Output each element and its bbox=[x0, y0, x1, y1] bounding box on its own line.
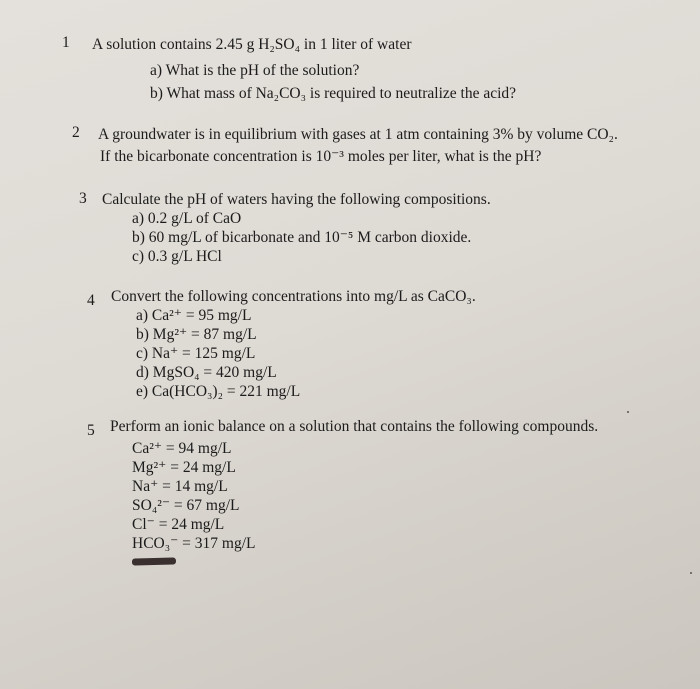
q4-part-b: b) Mg²⁺ = 87 mg/L bbox=[136, 326, 257, 343]
q3-number: 3 bbox=[79, 190, 87, 207]
q5-ion-sodium: Na⁺ = 14 mg/L bbox=[132, 478, 228, 495]
q4-part-e: e) Ca(HCO₃)₂ = 221 mg/L bbox=[136, 383, 301, 400]
q5-ion-calcium: Ca²⁺ = 94 mg/L bbox=[132, 440, 232, 457]
q2-line1: A groundwater is in equilibrium with gases at 1 atm containing 3% by volume CO₂. bbox=[98, 126, 618, 143]
q1-number: 1 bbox=[62, 34, 70, 51]
q3-part-a: a) 0.2 g/L of CaO bbox=[132, 210, 242, 227]
q3-stem: Calculate the pH of waters having the following compositions. bbox=[102, 191, 491, 208]
q2-number: 2 bbox=[72, 124, 80, 141]
stray-dot bbox=[690, 572, 692, 574]
q2-line2: If the bicarbonate concentration is 10⁻³ moles per liter, what is the pH? bbox=[100, 148, 542, 165]
q5-ion-chloride: Cl⁻ = 24 mg/L bbox=[132, 516, 225, 533]
q1-part-b: b) What mass of Na₂CO₃ is required to neutralize the acid? bbox=[150, 85, 517, 102]
q5-ion-sulfate: SO₄²⁻ = 67 mg/L bbox=[132, 497, 240, 514]
q4-stem: Convert the following concentrations into mg/L as CaCO₃. bbox=[111, 288, 476, 305]
q5-stem: Perform an ionic balance on a solution that contains the following compounds. bbox=[110, 418, 599, 435]
q1-part-a: a) What is the pH of the solution? bbox=[150, 62, 360, 79]
q5-ion-magnesium: Mg²⁺ = 24 mg/L bbox=[132, 459, 236, 476]
stray-dot bbox=[627, 411, 629, 413]
q5-ion-bicarbonate: HCO₃⁻ = 317 mg/L bbox=[132, 535, 256, 552]
q4-part-a: a) Ca²⁺ = 95 mg/L bbox=[136, 307, 252, 324]
q3-part-c: c) 0.3 g/L HCl bbox=[132, 248, 222, 265]
q4-part-d: d) MgSO₄ = 420 mg/L bbox=[136, 364, 277, 381]
ink-smudge-mark bbox=[132, 557, 176, 565]
q4-part-c: c) Na⁺ = 125 mg/L bbox=[136, 345, 256, 362]
q3-part-b: b) 60 mg/L of bicarbonate and 10⁻⁵ M carbon dioxide. bbox=[132, 229, 472, 246]
q1-stem: A solution contains 2.45 g H₂SO₄ in 1 liter of water bbox=[92, 36, 412, 53]
q4-number: 4 bbox=[87, 292, 95, 309]
q5-number: 5 bbox=[87, 422, 95, 439]
